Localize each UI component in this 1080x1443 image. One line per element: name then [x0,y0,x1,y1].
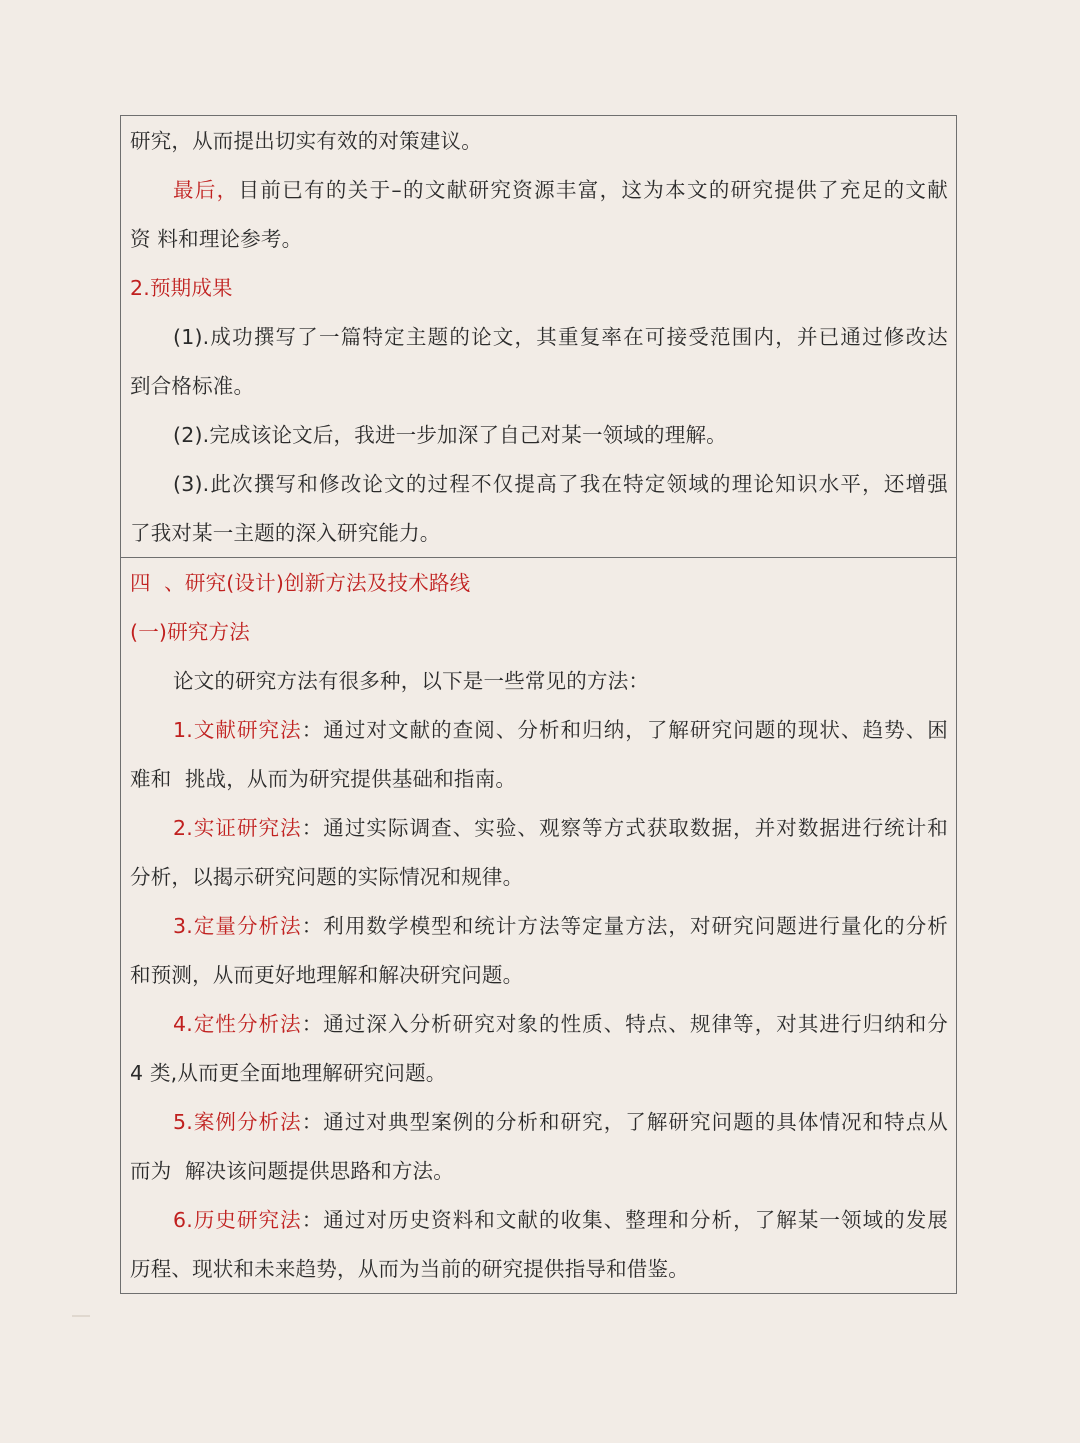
method-line: 历程、现状和未来趋势，从而为当前的研究提供指导和借鉴。 [130,1257,689,1281]
method-text: 通过对文献的查阅、分析和归纳，了解研究问题的现状、趋势、困 [323,718,948,742]
section-heading: 2.预期成果 [130,276,233,300]
method-label: 6.历史研究法 [173,1208,302,1232]
paragraph-line: 研究，从而提出切实有效的对策建议。 [130,129,482,153]
method-text: 通过实际调查、实验、观察等方式获取数据，并对数据进行统计和 [323,816,948,840]
method-line [130,804,948,853]
method-label: 2.实证研究法 [173,816,302,840]
list-item-line: (2).完成该论文后，我进一步加深了自己对某一领域的理解。 [173,423,727,447]
method-sep: ： [301,816,324,840]
method-label: 1.文献研究法 [173,718,302,742]
method-label: 5.案例分析法 [173,1110,302,1134]
list-item-line: (1).成功撰写了一篇特定主题的论文，其重复率在可接受范围内，并已通过修改达 [173,325,948,349]
list-item-line: 了我对某一主题的深入研究能力。 [130,521,441,545]
method-label: 3.定量分析法 [173,914,302,938]
method-line [130,1000,948,1049]
method-sep: ： [301,914,324,938]
list-item-line: 到合格标准。 [130,374,255,398]
method-sep: ： [301,718,324,742]
method-line [130,1098,948,1147]
table-cell-methods [121,558,956,1293]
method-line [130,902,948,951]
paragraph-text: 目前已有的关于–的文献研究资源丰富，这为本文的研究提供了充足的文献 [238,178,948,202]
method-text: 通过对典型案例的分析和研究，了解研究问题的具体情况和特点从 [323,1110,948,1134]
method-line: 难和 挑战，从而为研究提供基础和指南。 [130,767,517,791]
emphasis-label: 最后， [173,178,239,202]
method-sep: ： [301,1110,324,1134]
document-table [120,115,957,1294]
method-line: 而为 解决该问题提供思路和方法。 [130,1159,454,1183]
method-label: 4.定性分析法 [173,1012,302,1036]
method-line: 4 类,从而更全面地理解研究问题。 [130,1061,447,1085]
paragraph-line: 资 料和理论参考。 [130,227,303,251]
table-cell-outcomes [121,116,956,558]
method-text: 通过深入分析研究对象的性质、特点、规律等，对其进行归纳和分 [323,1012,948,1036]
method-text: 通过对历史资料和文献的收集、整理和分析，了解某一领域的发展 [323,1208,948,1232]
paragraph-line [130,166,948,215]
method-sep: ： [301,1012,324,1036]
decorative-mark [72,1315,90,1317]
method-text: 利用数学模型和统计方法等定量方法，对研究问题进行量化的分析 [323,914,948,938]
method-line: 和预测，从而更好地理解和解决研究问题。 [130,963,524,987]
method-line [130,1196,948,1245]
section-heading: 四 、研究(设计)创新方法及技术路线 [130,571,471,595]
sub-heading: (一)研究方法 [130,620,250,644]
method-line [130,706,948,755]
method-line: 分析，以揭示研究问题的实际情况和规律。 [130,865,524,889]
paragraph-line: 论文的研究方法有很多种，以下是一些常见的方法： [173,669,650,693]
method-sep: ： [301,1208,324,1232]
list-item-line: (3).此次撰写和修改论文的过程不仅提高了我在特定领域的理论知识水平，还增强 [173,472,948,496]
